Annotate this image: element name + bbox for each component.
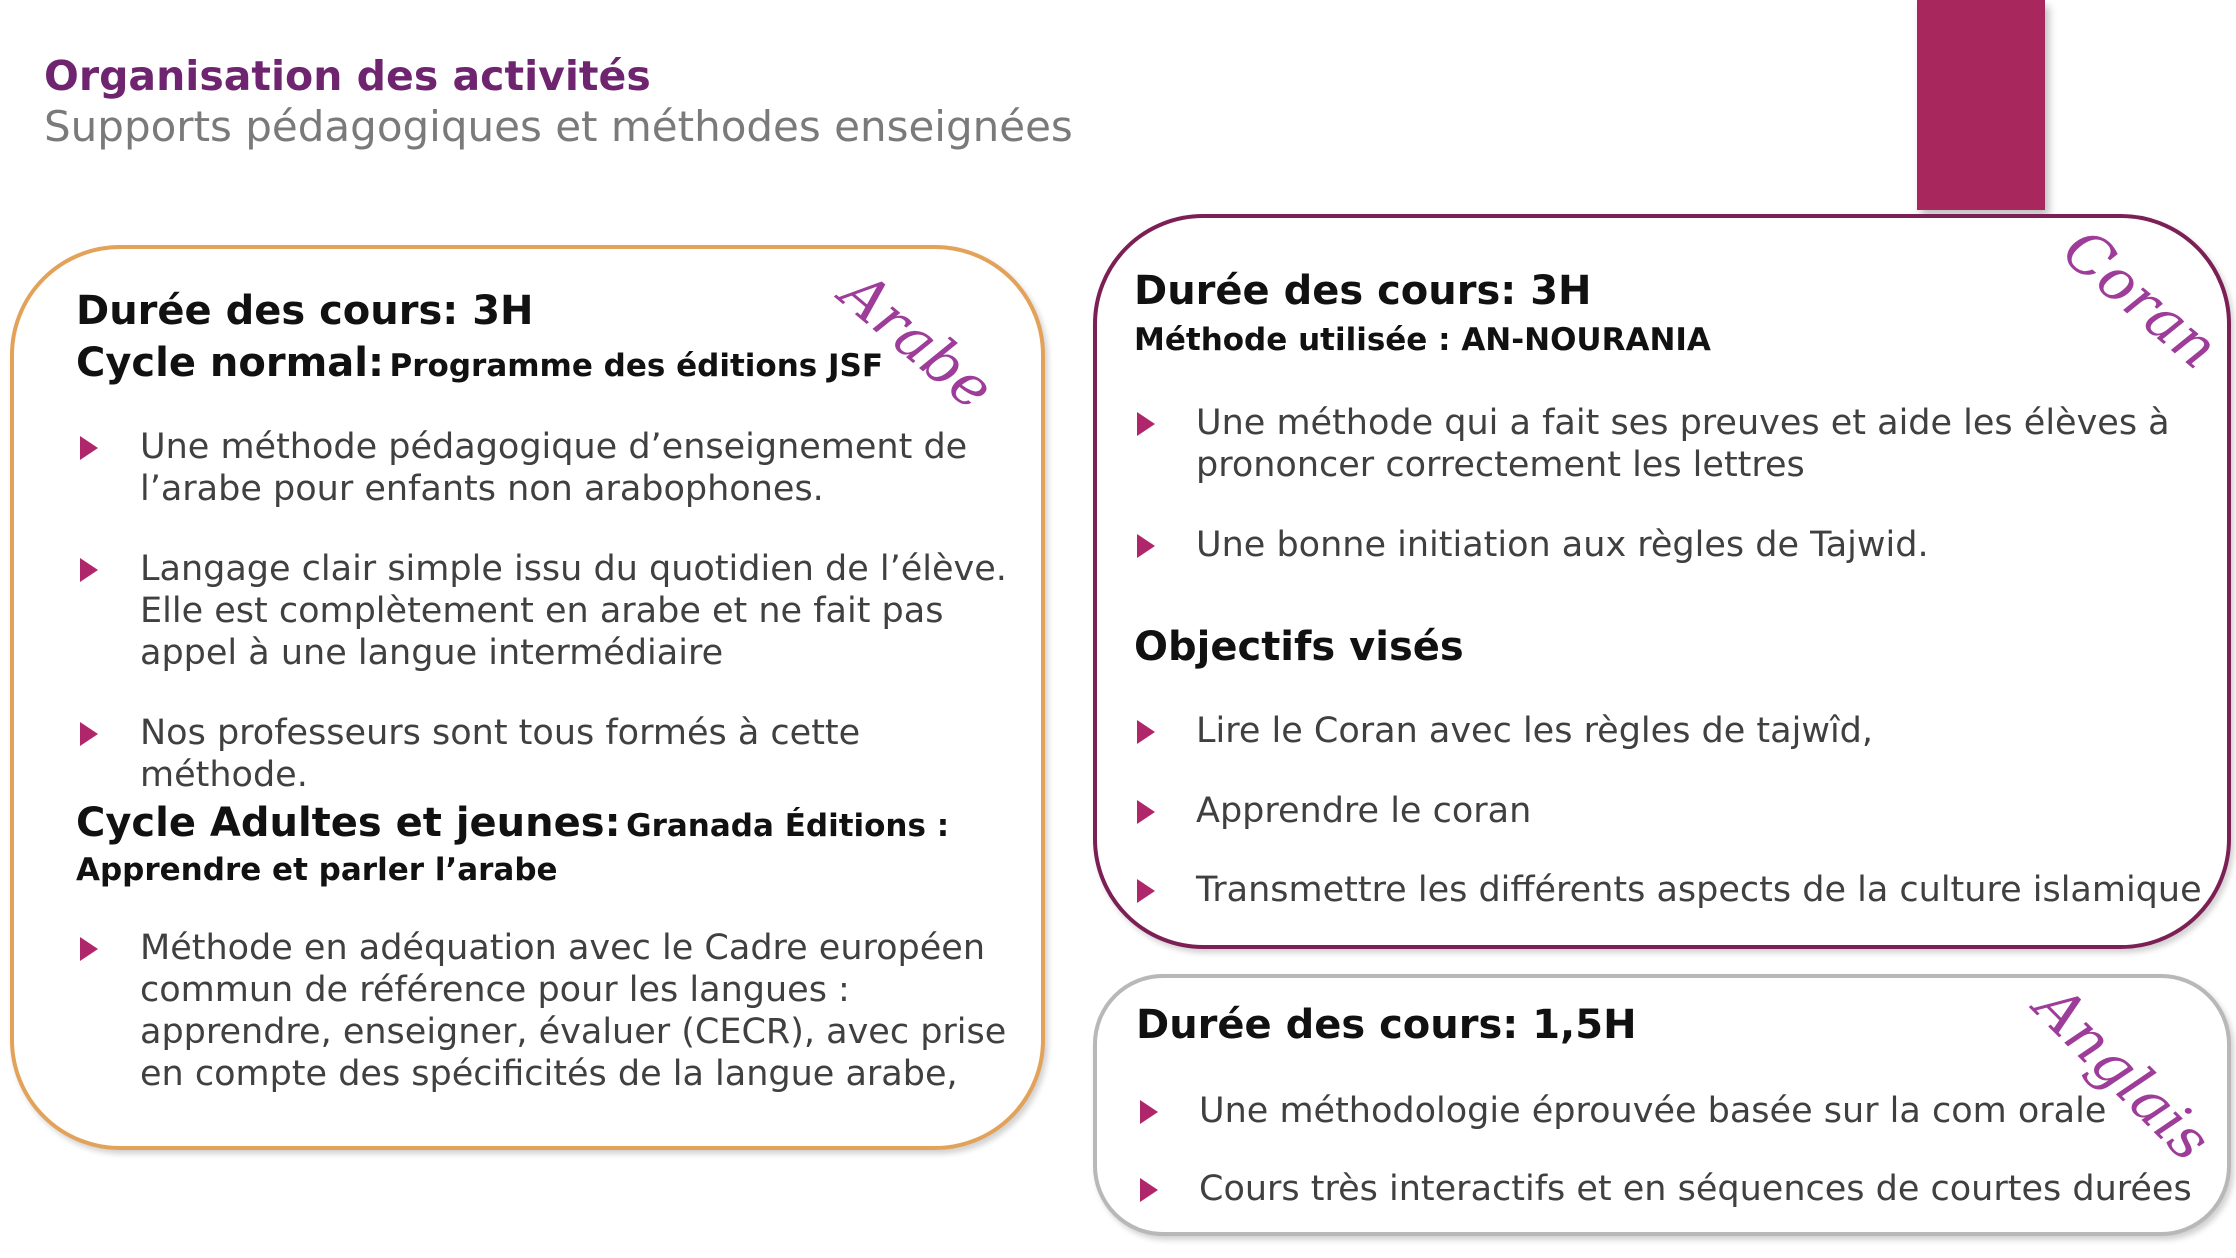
arabe-cycle2-heading — [76, 800, 949, 846]
bullet-icon — [80, 937, 98, 961]
coran-duration: Durée des cours: 3H — [1134, 268, 1592, 314]
arabe-cycle2-label: Cycle Adultes et jeunes: — [76, 800, 621, 846]
bullet-icon — [1137, 720, 1155, 744]
arabe-cycle2-book: Apprendre et parler l’arabe — [76, 852, 558, 888]
bullet-icon — [1137, 534, 1155, 558]
bullet-icon — [1137, 412, 1155, 436]
anglais-tag: Anglais — [2021, 972, 2225, 1175]
arabe-tag: Arabe — [828, 258, 1007, 424]
bullet-icon — [80, 436, 98, 460]
arabe-cycle2-publisher: Granada Éditions : — [626, 808, 950, 844]
arabe-cycle1-item: Nos professeurs sont tous formés à cette méthode. — [140, 713, 861, 795]
bullet-icon — [1137, 879, 1155, 903]
coran-item: Une méthode qui a fait ses preuves et aide les élèves à prononcer correctement les lettres — [1196, 403, 2170, 485]
coran-objectives-title: Objectifs visés — [1134, 624, 1464, 670]
arabe-cycle1-program: Programme des éditions JSF — [389, 348, 884, 384]
bullet-icon — [1137, 800, 1155, 824]
arabe-cycle1-item: Une méthode pédagogique d’enseignement de l’arabe pour enfants non arabophones. — [140, 427, 968, 509]
anglais-item: Cours très interactifs et en séquences de courtes durées — [1199, 1169, 2192, 1209]
anglais-duration: Durée des cours: 1,5H — [1136, 1002, 1637, 1048]
arabe-cycle1-heading — [76, 340, 883, 386]
arabe-cycle2-item: Méthode en adéquation avec le Cadre européen commun de référence pour les langues : apprendre, enseigner, évaluer (CECR), avec prise en compte des spécificités de la langue arabe, — [140, 928, 1007, 1094]
coran-objective: Lire le Coran avec les règles de tajwîd, — [1196, 711, 1874, 751]
page-subtitle: Supports pédagogiques et méthodes enseignées — [44, 102, 1073, 151]
coran-objective: Transmettre les différents aspects de la culture islamique — [1196, 870, 2202, 910]
anglais-item: Une méthodologie éprouvée basée sur la com orale — [1199, 1091, 2107, 1131]
arabe-cycle1-item: Langage clair simple issu du quotidien de l’élève. Elle est complètement en arabe et ne fait pas appel à une langue intermédiaire — [140, 549, 1007, 673]
coran-tag: Coran — [2050, 215, 2232, 383]
coran-item: Une bonne initiation aux règles de Tajwid. — [1196, 525, 1929, 565]
accent-bar — [1917, 0, 2045, 210]
page-title: Organisation des activités — [44, 52, 651, 100]
bullet-icon — [80, 558, 98, 582]
arabe-cycle1-label: Cycle normal: — [76, 340, 384, 386]
coran-method: Méthode utilisée : AN-NOURANIA — [1134, 322, 1711, 358]
bullet-icon — [80, 722, 98, 746]
coran-objective: Apprendre le coran — [1196, 791, 1532, 831]
arabe-duration: Durée des cours: 3H — [76, 288, 534, 334]
bullet-icon — [1140, 1178, 1158, 1202]
bullet-icon — [1140, 1100, 1158, 1124]
